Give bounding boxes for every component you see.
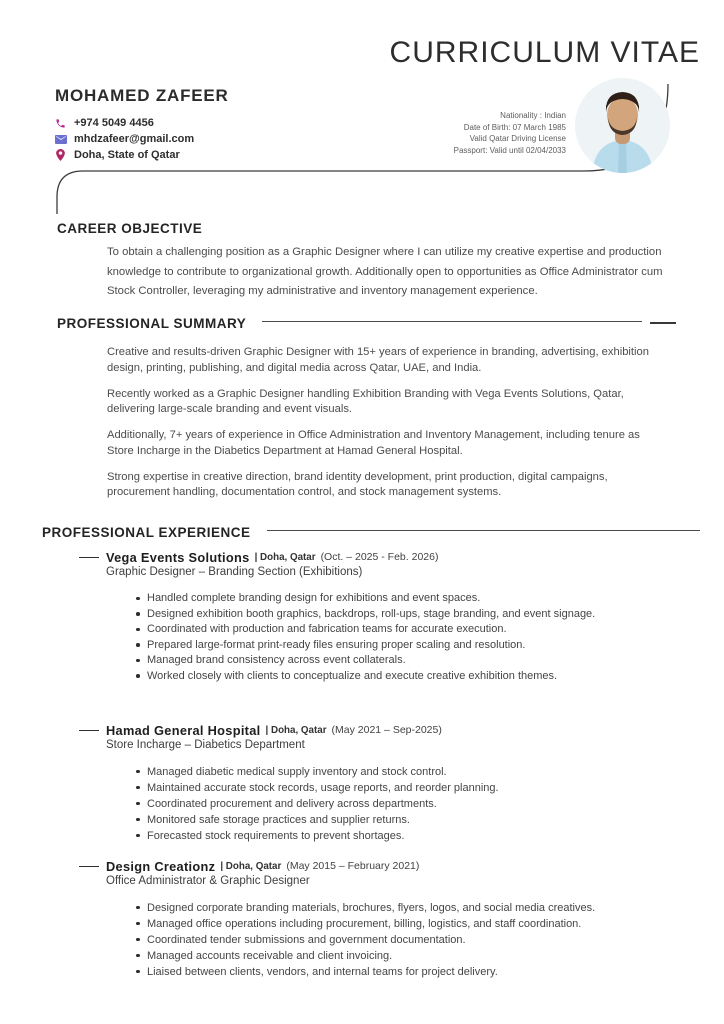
job-header [0,549,700,565]
location-pin-icon [54,149,67,161]
employment-dates: (May 2015 – February 2021) [286,860,420,872]
section-career-objective [57,221,202,236]
bullet-dot [136,597,140,601]
detail-nationality: Nationality : Indian [500,111,566,120]
heading-rule [262,321,642,322]
job-bullet: Designed corporate branding materials, brochures, flyers, logos, and social media creatives. [134,900,700,916]
job-bullet-list [134,591,700,684]
detail-dob: Date of Birth: 07 March 1985 [463,122,566,132]
bullet-dot [136,643,140,647]
section-professional-summary [57,316,676,331]
job-entry-hamad-hospital [0,722,700,844]
job-dash [79,557,99,558]
job-bullet: Liaised between clients, vendors, and internal teams for project delivery. [134,964,700,980]
job-bullet: Coordinated with production and fabrication teams for accurate execution. [134,622,700,638]
job-bullet: Forecasted stock requirements to prevent shortages. [134,828,700,844]
bullet-dot [136,628,140,632]
bullet-dot [136,938,140,942]
phone-icon [54,117,67,129]
page-title: CURRICULUM VITAE [389,36,700,69]
professional-summary-text [107,345,655,511]
heading-rule [267,530,700,531]
bullet-dot [136,786,140,790]
bullet-dot [136,659,140,663]
job-title: Store Incharge – Diabetics Department [106,739,305,751]
bullet-dot [136,612,140,616]
profile-photo [575,78,670,173]
job-dash [79,866,99,867]
contact-location: Doha, State of Qatar [74,149,180,161]
job-bullet-list [134,900,700,980]
summary-paragraph: Additionally, 7+ years of experience in Office Administration and Inventory Management, including tenure as Store Incharge in the Diabetics Department at Hamad General Hospital. [107,429,640,457]
job-bullet: Coordinated procurement and delivery across departments. [134,796,700,812]
contact-email: mhdzafeer@gmail.com [74,133,195,145]
job-bullet: Managed office operations including procurement, billing, logistics, and staff coordination. [134,916,700,932]
email-icon [54,133,67,145]
summary-paragraph: Creative and results-driven Graphic Designer with 15+ years of experience in branding, advertising, exhibition design, printing, publishing, and digital media across Qatar, UAE, and India. [107,346,649,374]
company-location: | Doha, Qatar [220,860,282,872]
candidate-name: MOHAMED ZAFEER [55,86,229,105]
employment-dates: (Oct. – 2025 - Feb. 2026) [320,551,439,563]
job-bullet: Monitored safe storage practices and supplier returns. [134,812,700,828]
bullet-dot [136,954,140,958]
bullet-dot [136,922,140,926]
employment-dates: (May 2021 – Sep-2025) [331,724,442,736]
job-bullet: Coordinated tender submissions and government documentation. [134,932,700,948]
bullet-dot [136,802,140,806]
job-bullet: Worked closely with clients to conceptualize and execute creative exhibition themes. [134,669,700,685]
career-objective-heading: CAREER OBJECTIVE [57,221,203,236]
career-objective-text: To obtain a challenging position as a Graphic Designer where I can utilize my creative expertise and production knowledge to contribute to organizational growth. Additionally open to opportunities as Office Administrator cum Stock Controller, leveraging my administrative and inventory management experience. [107,246,663,297]
bullet-dot [136,970,140,974]
personal-details [360,110,566,156]
job-entry-vega-events [0,549,700,684]
job-bullet-list [134,764,700,844]
company-name: Vega Events Solutions [106,549,250,565]
detail-passport: Passport: Valid until 02/04/2033 [453,145,566,155]
detail-license: Valid Qatar Driving License [469,134,566,143]
bullet-dot [136,906,140,910]
job-bullet: Designed exhibition booth graphics, backdrops, roll-ups, stage branding, and event signage. [134,607,700,623]
bullet-dot [136,818,140,822]
company-location: | Doha, Qatar [254,551,316,563]
company-name: Hamad General Hospital [106,722,261,738]
job-bullet: Handled complete branding design for exhibitions and event spaces. [134,591,700,607]
contact-phone: +974 5049 4456 [74,117,154,129]
job-bullet: Maintained accurate stock records, usage reports, and reorder planning. [134,780,700,796]
company-location: | Doha, Qatar [265,724,327,736]
job-bullet: Managed diabetic medical supply inventory and stock control. [134,764,700,780]
heading-rule-short [650,322,676,324]
contact-location-row [54,147,194,163]
job-dash [79,730,99,731]
contact-phone-row [54,115,194,131]
company-name: Design Creationz [106,858,216,874]
bullet-dot [136,834,140,838]
job-header [0,858,700,874]
professional-experience-heading: PROFESSIONAL EXPERIENCE [42,525,251,540]
bullet-dot [136,674,140,678]
job-title: Graphic Designer – Branding Section (Exhibitions) [106,566,363,578]
professional-summary-heading: PROFESSIONAL SUMMARY [57,316,247,331]
summary-paragraph: Strong expertise in creative direction, brand identity development, print production, digital campaigns, procurement handling, documentation control, and stock management systems. [107,470,608,498]
job-bullet: Prepared large-format print-ready files ensuring proper scaling and resolution. [134,638,700,654]
summary-paragraph: Recently worked as a Graphic Designer handling Exhibition Branding with Vega Events Solutions, Qatar, delivering large-scale branding and event visuals. [107,387,624,415]
contact-email-row [54,131,194,147]
job-entry-design-creationz [0,858,700,980]
contact-block [54,115,194,163]
section-professional-experience [42,525,700,540]
job-title: Office Administrator & Graphic Designer [106,875,310,887]
job-header [0,722,700,738]
job-bullet: Managed brand consistency across event collaterals. [134,653,700,669]
job-bullet: Managed accounts receivable and client invoicing. [134,948,700,964]
bullet-dot [136,770,140,774]
